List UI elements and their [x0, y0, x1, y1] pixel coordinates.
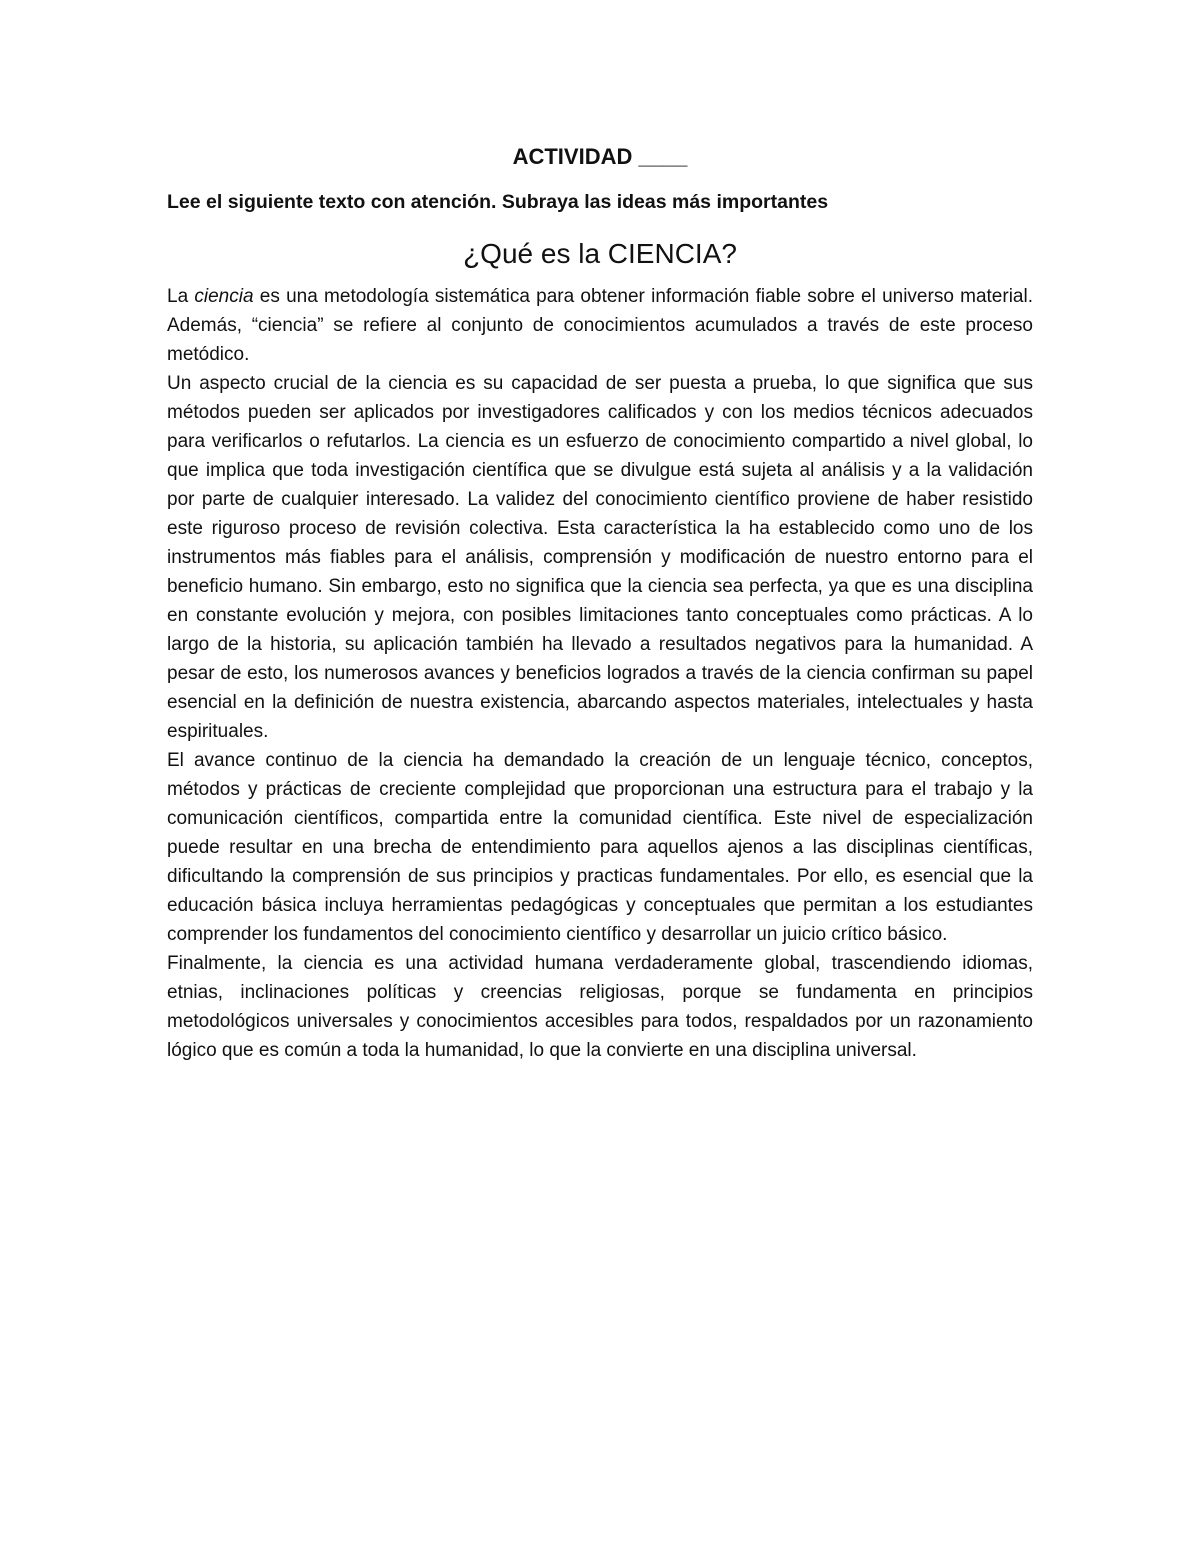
- paragraph-definition-start: La: [167, 286, 195, 307]
- italic-science-word: ciencia: [194, 286, 254, 307]
- activity-title: ACTIVIDAD ____: [512, 144, 688, 169]
- paragraph-specialization: El avance continuo de la ciencia ha demandado la creación de un lenguaje técnico, conceptos, métodos y prácticas de creciente complejidad que proporcionan una estructura para el trabajo y la comunicación científicos, compartida entre la comunidad científica. Este nivel de especialización puede resultar en una brecha de entendimiento para aquellos ajenos a las disciplinas científicas, dificultando la comprensión de sus principios y practicas fundamentales. Por ello, es esencial que la educación básica incluya herramientas pedagógicas y conceptuales que permitan a los estudiantes comprender los fundamentos del conocimiento científico y desarrollar un juicio crítico básico.: [167, 750, 1033, 945]
- paragraph-definition-rest: es una metodología sistemática para obtener información fiable sobre el universo material. Además, “ciencia” se refiere al conjunto de conocimientos acumulados a través de este proceso metódico.: [167, 286, 1033, 365]
- paragraph-testability: Un aspecto crucial de la ciencia es su capacidad de ser puesta a prueba, lo que significa que sus métodos pueden ser aplicados por investigadores calificados y con los medios técnicos adecuados para verificarlos o refutarlos. La ciencia es un esfuerzo de conocimiento compartido a nivel global, lo que implica que toda investigación científica que se divulgue está sujeta al análisis y a la validación por parte de cualquier interesado. La validez del conocimiento científico proviene de haber resistido este riguroso proceso de revisión colectiva. Esta característica la ha establecido como uno de los instrumentos más fiables para el análisis, comprensión y modificación de nuestro entorno para el beneficio humano. Sin embargo, esto no significa que la ciencia sea perfecta, ya que es una disciplina en constante evolución y mejora, con posibles limitaciones tanto conceptuales como prácticas. A lo largo de la historia, su aplicación también ha llevado a resultados negativos para la humanidad. A pesar de esto, los numerosos avances y beneficios logrados a través de la ciencia confirman su papel esencial en la definición de nuestra existencia, abarcando aspectos materiales, intelectuales y hasta espirituales.: [167, 373, 1033, 742]
- main-title: ¿Qué es la CIENCIA?: [463, 238, 737, 269]
- paragraph-definition: [167, 282, 1033, 369]
- document-content: [167, 140, 1033, 1065]
- reading-instruction: Lee el siguiente texto con atención. Subraya las ideas más importantes: [167, 191, 829, 213]
- paragraph-universality: Finalmente, la ciencia es una actividad humana verdaderamente global, trascendiendo idiomas, etnias, inclinaciones políticas y creencias religiosas, porque se fundamenta en principios metodológicos universales y conocimientos accesibles para todos, respaldados por un razonamiento lógico que es común a toda la humanidad, lo que la convierte en una disciplina universal.: [167, 953, 1033, 1061]
